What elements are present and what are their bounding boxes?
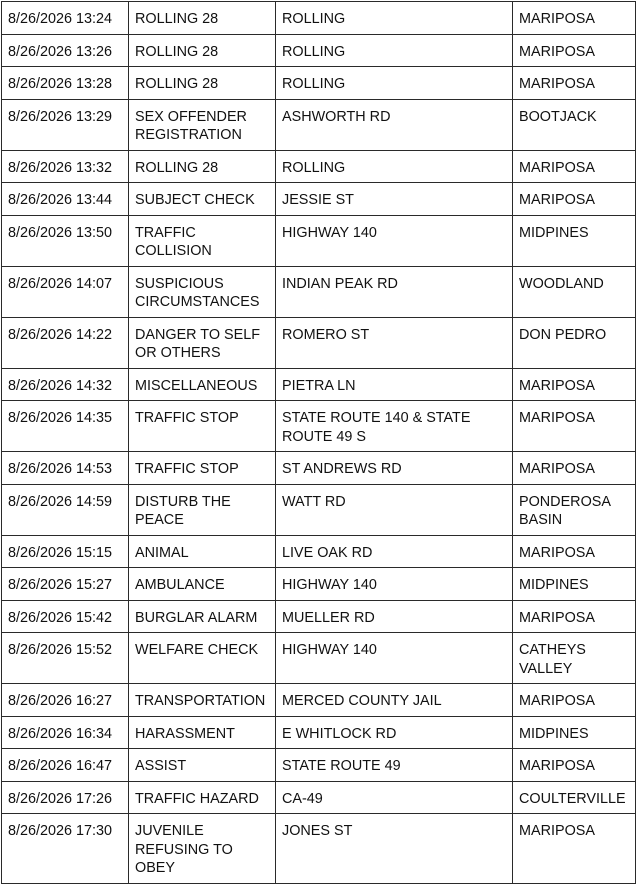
city-line: WOODLAND [519,275,604,292]
city-cell [513,535,636,568]
call-type-line: TRAFFIC HAZARD [135,790,259,807]
call-type-line: MISCELLANEOUS [135,377,258,394]
table-row [2,535,636,568]
call-type-cell [129,633,276,684]
city-cell [513,266,636,317]
call-type-cell [129,535,276,568]
city-line: MARIPOSA [519,758,595,774]
call-type-line: TRAFFIC STOP [135,410,239,426]
call-type-line: SEX OFFENDER [135,108,247,125]
call-type-cell [129,150,276,183]
city-cell [513,684,636,717]
datetime-cell: 8/26/2026 14:59 [2,484,129,535]
city-line: MARIPOSA [519,609,595,626]
location-line: E WHITLOCK RD [282,725,397,742]
call-type-line: REGISTRATION [135,127,242,143]
call-type-cell [129,484,276,535]
location-line: HIGHWAY 140 [282,224,377,241]
location-cell [276,368,513,401]
city-line: BOOTJACK [519,108,597,125]
call-type-cell [129,67,276,100]
city-cell [513,484,636,535]
call-type-line: ROLLING 28 [135,159,219,176]
call-type-line: CIRCUMSTANCES [135,294,260,310]
location-cell [276,568,513,601]
call-type-line: OBEY [135,860,175,876]
datetime-cell: 8/26/2026 15:27 [2,568,129,601]
city-line: MARIPOSA [519,192,595,208]
city-cell [513,215,636,266]
location-cell [276,99,513,150]
call-type-line: SUSPICIOUS [135,275,224,292]
table-row [2,716,636,749]
call-type-line: TRAFFIC [135,224,196,241]
call-type-cell [129,814,276,884]
city-line: MARIPOSA [519,76,595,92]
call-type-line: JUVENILE [135,823,204,839]
call-type-cell [129,2,276,35]
location-line: ASHWORTH RD [282,108,391,125]
location-cell [276,183,513,216]
call-type-cell [129,452,276,485]
call-type-line: HARASSMENT [135,725,235,742]
call-type-line: ROLLING 28 [135,11,219,27]
call-type-line: TRANSPORTATION [135,693,266,709]
location-cell [276,684,513,717]
table-row [2,600,636,633]
city-cell [513,34,636,67]
datetime-cell: 8/26/2026 14:22 [2,317,129,368]
city-line: MARIPOSA [519,693,595,709]
table-row [2,2,636,35]
datetime-cell: 8/26/2026 13:29 [2,99,129,150]
location-line: MUELLER RD [282,609,375,626]
location-line: ROLLING [282,159,346,176]
datetime-cell: 8/26/2026 16:34 [2,716,129,749]
location-line: ST ANDREWS RD [282,461,402,477]
table-row [2,633,636,684]
city-line: MARIPOSA [519,823,595,839]
call-type-cell [129,317,276,368]
table-row [2,749,636,782]
city-cell [513,814,636,884]
call-type-cell [129,716,276,749]
location-line: ROLLING [282,43,346,60]
datetime-cell: 8/26/2026 16:27 [2,684,129,717]
call-log-table [1,1,636,884]
location-cell [276,317,513,368]
call-type-cell [129,215,276,266]
city-cell [513,749,636,782]
table-row [2,401,636,452]
call-type-line: OR OTHERS [135,345,221,361]
table-row [2,317,636,368]
location-line: ROLLING [282,76,346,92]
location-cell [276,266,513,317]
call-type-cell [129,684,276,717]
table-row [2,684,636,717]
datetime-cell: 8/26/2026 14:32 [2,368,129,401]
table-row [2,99,636,150]
call-type-line: REFUSING TO [135,841,233,858]
call-type-line: ASSIST [135,758,187,774]
datetime-cell: 8/26/2026 16:47 [2,749,129,782]
call-type-cell [129,99,276,150]
call-type-cell [129,568,276,601]
datetime-cell: 8/26/2026 13:44 [2,183,129,216]
city-cell [513,401,636,452]
datetime-cell: 8/26/2026 15:52 [2,633,129,684]
location-line: CA-49 [282,790,323,807]
city-line: MARIPOSA [519,11,595,27]
city-line: CATHEYS [519,642,586,658]
call-type-line: COLLISION [135,243,212,259]
city-line: MARIPOSA [519,544,595,561]
table-row [2,814,636,884]
location-cell [276,150,513,183]
location-line: STATE ROUTE 140 & STATE [282,410,471,426]
city-cell [513,183,636,216]
city-cell [513,2,636,35]
city-cell [513,781,636,814]
city-cell [513,716,636,749]
call-type-cell [129,34,276,67]
city-line: PONDEROSA [519,493,611,510]
city-line: MARIPOSA [519,159,595,176]
call-type-line: WELFARE CHECK [135,642,259,658]
location-cell [276,484,513,535]
city-cell [513,99,636,150]
location-line: LIVE OAK RD [282,544,373,561]
table-row [2,452,636,485]
city-line: DON PEDRO [519,326,607,343]
datetime-cell: 8/26/2026 14:53 [2,452,129,485]
table-row [2,484,636,535]
datetime-cell: 8/26/2026 17:30 [2,814,129,884]
location-line: HIGHWAY 140 [282,577,377,593]
city-line: VALLEY [519,660,573,677]
location-cell [276,401,513,452]
location-cell [276,34,513,67]
city-cell [513,368,636,401]
city-line: MARIPOSA [519,410,595,426]
datetime-cell: 8/26/2026 13:32 [2,150,129,183]
location-line: HIGHWAY 140 [282,642,377,658]
city-cell [513,568,636,601]
location-line: MERCED COUNTY JAIL [282,693,442,709]
location-cell [276,535,513,568]
call-type-line: ROLLING 28 [135,76,219,92]
city-line: MARIPOSA [519,43,595,60]
call-type-cell [129,266,276,317]
table-row [2,183,636,216]
table-row [2,215,636,266]
location-line: ROUTE 49 S [282,428,366,445]
table-row [2,568,636,601]
datetime-cell: 8/26/2026 15:15 [2,535,129,568]
datetime-cell: 8/26/2026 13:28 [2,67,129,100]
datetime-cell: 8/26/2026 13:26 [2,34,129,67]
call-type-line: SUBJECT CHECK [135,192,255,208]
location-line: ROMERO ST [282,326,370,343]
call-type-cell [129,368,276,401]
location-line: ROLLING [282,11,346,27]
city-line: MIDPINES [519,224,589,241]
datetime-cell: 8/26/2026 15:42 [2,600,129,633]
location-cell [276,781,513,814]
city-cell [513,67,636,100]
call-type-line: ROLLING 28 [135,43,219,60]
city-cell [513,150,636,183]
location-cell [276,716,513,749]
call-type-line: BURGLAR ALARM [135,609,258,626]
datetime-cell: 8/26/2026 13:24 [2,2,129,35]
city-cell [513,600,636,633]
city-cell [513,317,636,368]
city-line: COULTERVILLE [519,790,626,807]
location-cell [276,814,513,884]
call-type-cell [129,749,276,782]
location-cell [276,749,513,782]
table-row [2,150,636,183]
location-line: PIETRA LN [282,377,356,394]
location-line: JONES ST [282,823,353,839]
city-line: MIDPINES [519,577,589,593]
location-cell [276,2,513,35]
location-line: WATT RD [282,493,346,510]
city-line: MIDPINES [519,725,589,742]
location-line: INDIAN PEAK RD [282,275,398,292]
city-line: BASIN [519,512,563,528]
location-cell [276,452,513,485]
datetime-cell: 8/26/2026 13:50 [2,215,129,266]
table-row [2,67,636,100]
table-row [2,368,636,401]
city-cell [513,452,636,485]
table-row [2,266,636,317]
location-line: STATE ROUTE 49 [282,758,401,774]
call-type-line: AMBULANCE [135,577,225,593]
location-cell [276,600,513,633]
datetime-cell: 8/26/2026 14:07 [2,266,129,317]
call-type-line: DISTURB THE [135,493,231,510]
city-line: MARIPOSA [519,461,595,477]
city-cell [513,633,636,684]
call-log-body [2,2,636,884]
city-line: MARIPOSA [519,377,595,394]
location-line: JESSIE ST [282,192,354,208]
location-cell [276,67,513,100]
location-cell [276,215,513,266]
call-type-cell [129,183,276,216]
call-type-cell [129,600,276,633]
location-cell [276,633,513,684]
call-type-line: TRAFFIC STOP [135,461,239,477]
call-type-line: PEACE [135,512,184,528]
datetime-cell: 8/26/2026 17:26 [2,781,129,814]
call-type-line: ANIMAL [135,544,189,561]
call-type-line: DANGER TO SELF [135,326,261,343]
call-type-cell [129,401,276,452]
table-row [2,781,636,814]
call-type-cell [129,781,276,814]
datetime-cell: 8/26/2026 14:35 [2,401,129,452]
table-row [2,34,636,67]
